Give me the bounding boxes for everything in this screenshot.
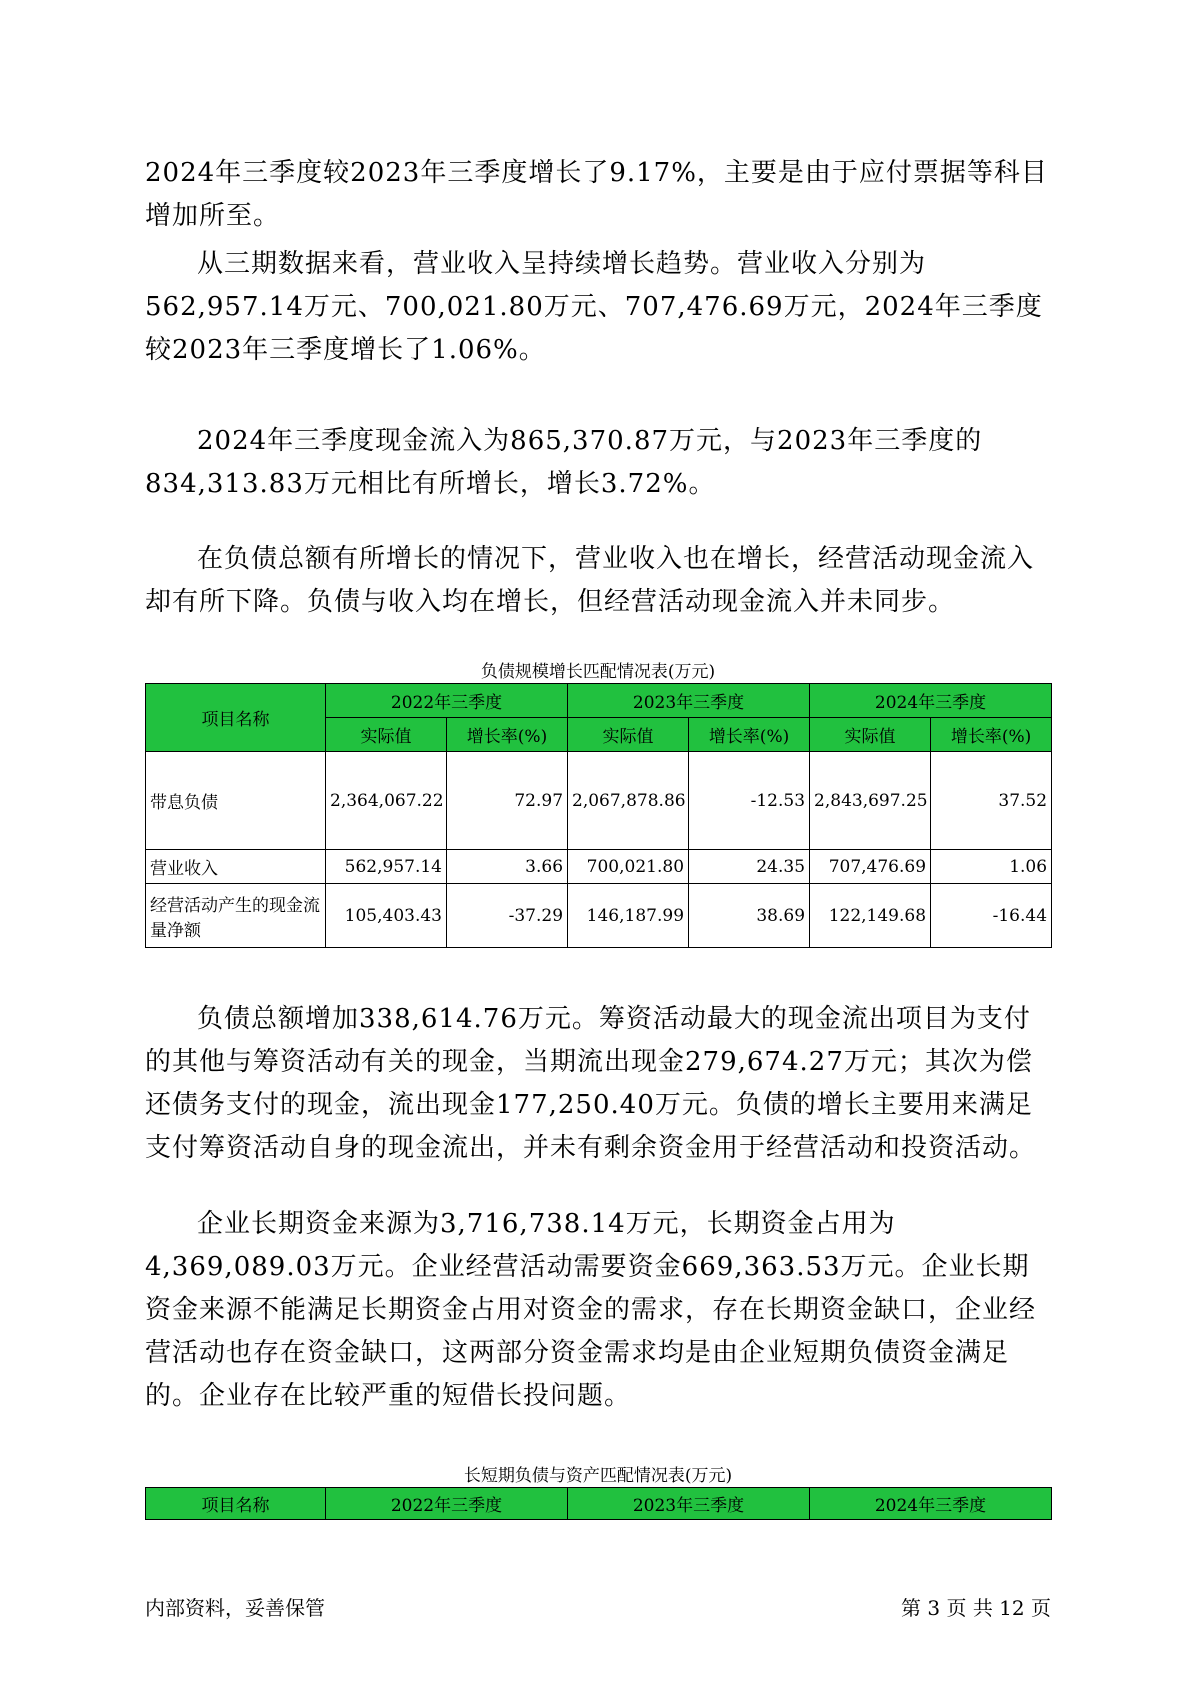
cell-value: 3.66 <box>447 850 568 884</box>
row-label: 带息负债 <box>146 752 326 850</box>
footer-page-number: 第 3 页 共 12 页 <box>901 1596 1051 1620</box>
cell-value: 146,187.99 <box>568 884 689 948</box>
cell-value: 38.69 <box>689 884 810 948</box>
row-label: 经营活动产生的现金流量净额 <box>146 884 326 948</box>
paragraph-3: 2024年三季度现金流入为865,370.87万元，与2023年三季度的834,313.83万元相比有所增长，增长3.72%。 <box>145 426 983 499</box>
debt-growth-table <box>145 683 1052 948</box>
table2-caption: 长短期负债与资产匹配情况表(万元) <box>463 1466 733 1486</box>
paragraph-2: 从三期数据来看，营业收入呈持续增长趋势。营业收入分别为562,957.14万元、700,021.80万元、707,476.69万元，2024年三季度较2023年三季度增长了1.06%。 <box>145 249 1043 365</box>
cell-value: 24.35 <box>689 850 810 884</box>
table-row <box>146 850 1052 884</box>
period-header-2024: 2024年三季度 <box>810 684 1052 718</box>
cell-value: 72.97 <box>447 752 568 850</box>
table-row <box>146 752 1052 850</box>
cell-value: 562,957.14 <box>326 850 447 884</box>
item-name-header: 项目名称 <box>146 1488 326 1520</box>
footer-confidential-note: 内部资料，妥善保管 <box>145 1596 325 1620</box>
cell-value: 700,021.80 <box>568 850 689 884</box>
actual-subheader: 实际值 <box>568 718 689 752</box>
period-header-2022: 2022年三季度 <box>326 684 568 718</box>
cell-value: 122,149.68 <box>810 884 931 948</box>
row-label: 营业收入 <box>146 850 326 884</box>
paragraph-1: 2024年三季度较2023年三季度增长了9.17%，主要是由于应付票据等科目增加所至。 <box>145 158 1048 231</box>
period-header-2022: 2022年三季度 <box>326 1488 568 1520</box>
actual-subheader: 实际值 <box>810 718 931 752</box>
cell-value: 2,364,067.22 <box>326 752 447 850</box>
growth-subheader: 增长率(%) <box>689 718 810 752</box>
cell-value: -12.53 <box>689 752 810 850</box>
paragraph-6: 企业长期资金来源为3,716,738.14万元，长期资金占用为4,369,089.03万元。企业经营活动需要资金669,363.53万元。企业长期资金来源不能满足长期资金占用对资金的需求，存在长期资金缺口，企业经营活动也存在资金缺口，这两部分资金需求均是由企业短期负债资金满足的。企业存在比较严重的短借长投问题。 <box>145 1209 1037 1411</box>
table-row <box>146 884 1052 948</box>
cell-value: -16.44 <box>931 884 1052 948</box>
growth-subheader: 增长率(%) <box>447 718 568 752</box>
cell-value: 2,843,697.25 <box>810 752 931 850</box>
cell-value: 105,403.43 <box>326 884 447 948</box>
item-name-header: 项目名称 <box>146 684 326 752</box>
actual-subheader: 实际值 <box>326 718 447 752</box>
growth-subheader: 增长率(%) <box>931 718 1052 752</box>
period-header-2023: 2023年三季度 <box>568 1488 810 1520</box>
cell-value: 1.06 <box>931 850 1052 884</box>
cell-value: -37.29 <box>447 884 568 948</box>
paragraph-4: 在负债总额有所增长的情况下，营业收入也在增长，经营活动现金流入却有所下降。负债与收入均在增长，但经营活动现金流入并未同步。 <box>145 544 1035 617</box>
period-header-2023: 2023年三季度 <box>568 684 810 718</box>
cell-value: 37.52 <box>931 752 1052 850</box>
paragraph-5: 负债总额增加338,614.76万元。筹资活动最大的现金流出项目为支付的其他与筹资活动有关的现金，当期流出现金279,674.27万元；其次为偿还债务支付的现金，流出现金177,250.40万元。负债的增长主要用来满足支付筹资活动自身的现金流出，并未有剩余资金用于经营活动和投资活动。 <box>145 1004 1037 1163</box>
period-header-2024: 2024年三季度 <box>810 1488 1052 1520</box>
debt-asset-match-table <box>145 1487 1052 1520</box>
cell-value: 2,067,878.86 <box>568 752 689 850</box>
table1-caption: 负债规模增长匹配情况表(万元) <box>480 662 716 682</box>
cell-value: 707,476.69 <box>810 850 931 884</box>
